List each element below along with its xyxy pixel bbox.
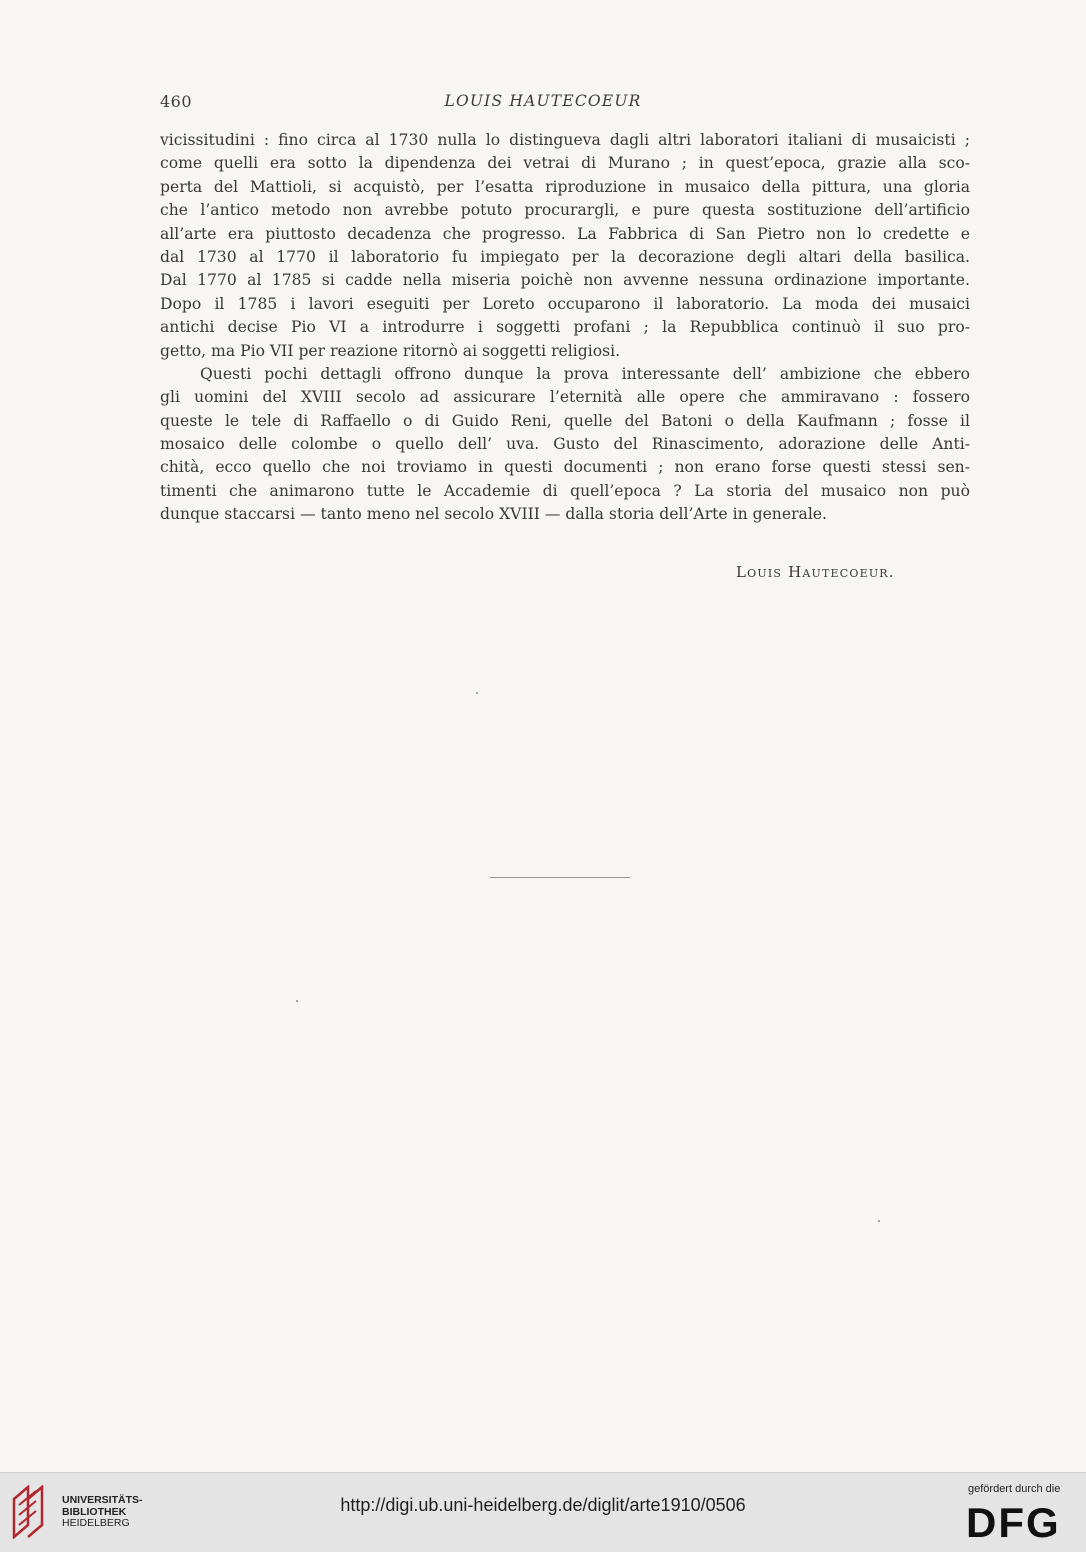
- text-line: vicissitudini : fino circa al 1730 nulla lo distingueva dagli altri laboratori italiani di musaicisti ;: [160, 131, 970, 149]
- funding-caption: gefördert durch die: [968, 1483, 1061, 1495]
- text-line: queste le tele di Raffaello o di Guido Reni, quelle del Batoni o della Kaufmann ; fosse il: [160, 411, 970, 430]
- text-line: getto, ma Pio VII per reazione ritornò ai soggetti religiosi.: [160, 341, 621, 360]
- paper-speck: [476, 692, 478, 694]
- article-body: [160, 129, 970, 527]
- text-line: all’arte era piuttosto decadenza che progresso. La Fabbrica di San Pietro non lo credette e: [160, 224, 970, 243]
- text-line: Dopo il 1785 i lavori eseguiti per Loreto occuparono il laboratorio. La moda dei musaici: [160, 294, 970, 313]
- dfg-logo: DFG: [966, 1499, 1061, 1546]
- text-line: Dal 1770 al 1785 si cadde nella miseria poichè non avvenne nessuna ordinazione importante.: [160, 271, 970, 290]
- text-line: che l’antico metodo non avrebbe potuto procurargli, e pure questa sostituzione dell’artificio: [160, 201, 970, 220]
- permalink-url[interactable]: http://digi.ub.uni-heidelberg.de/diglit/arte1910/0506: [340, 1495, 746, 1515]
- text-line: antichi decise Pio VI a introdurre i soggetti profani ; la Repubblica continuò il suo pro-: [160, 318, 970, 337]
- paper-speck: [296, 1000, 298, 1002]
- paper-speck: [878, 1220, 880, 1222]
- text-line: perta del Mattioli, si acquistò, per l’esatta riproduzione in musaico della pittura, una gloria: [160, 177, 970, 196]
- section-divider: [490, 877, 630, 878]
- page-number: 460: [160, 92, 193, 111]
- text-line: dunque staccarsi — tanto meno nel secolo XVIII — dalla storia dell’Arte in generale.: [160, 505, 827, 524]
- text-line: Questi pochi dettagli offrono dunque la prova interessante dell’ ambizione che ebbero: [200, 364, 970, 383]
- text-line: dal 1730 al 1770 il laboratorio fu impiegato per la decorazione degli altari della basilica.: [160, 247, 970, 266]
- library-name: UNIVERSITÄTS- BIBLIOTHEK HEIDELBERG: [62, 1494, 143, 1529]
- author-signature: Louis Hautecoeur.: [736, 563, 895, 581]
- text-line: mosaico delle colombe o quello dell’ uva. Gusto del Rinascimento, adorazione delle Anti-: [160, 435, 970, 454]
- text-line: chità, ecco quello che noi troviamo in questi documenti ; non erano forse questi stessi sen-: [160, 458, 970, 477]
- running-head: LOUIS HAUTECOEUR: [444, 92, 642, 110]
- viewer-footer: [0, 1472, 1086, 1552]
- text-line: come quelli era sotto la dipendenza dei vetrai di Murano ; in quest’epoca, grazie alla sco-: [160, 154, 970, 173]
- text-line: gli uomini del XVIII secolo ad assicurare l’eternità alle opere che ammiravano : fossero: [160, 388, 970, 407]
- text-line: timenti che animarono tutte le Accademie di quell’epoca ? La storia del musaico non può: [160, 481, 970, 500]
